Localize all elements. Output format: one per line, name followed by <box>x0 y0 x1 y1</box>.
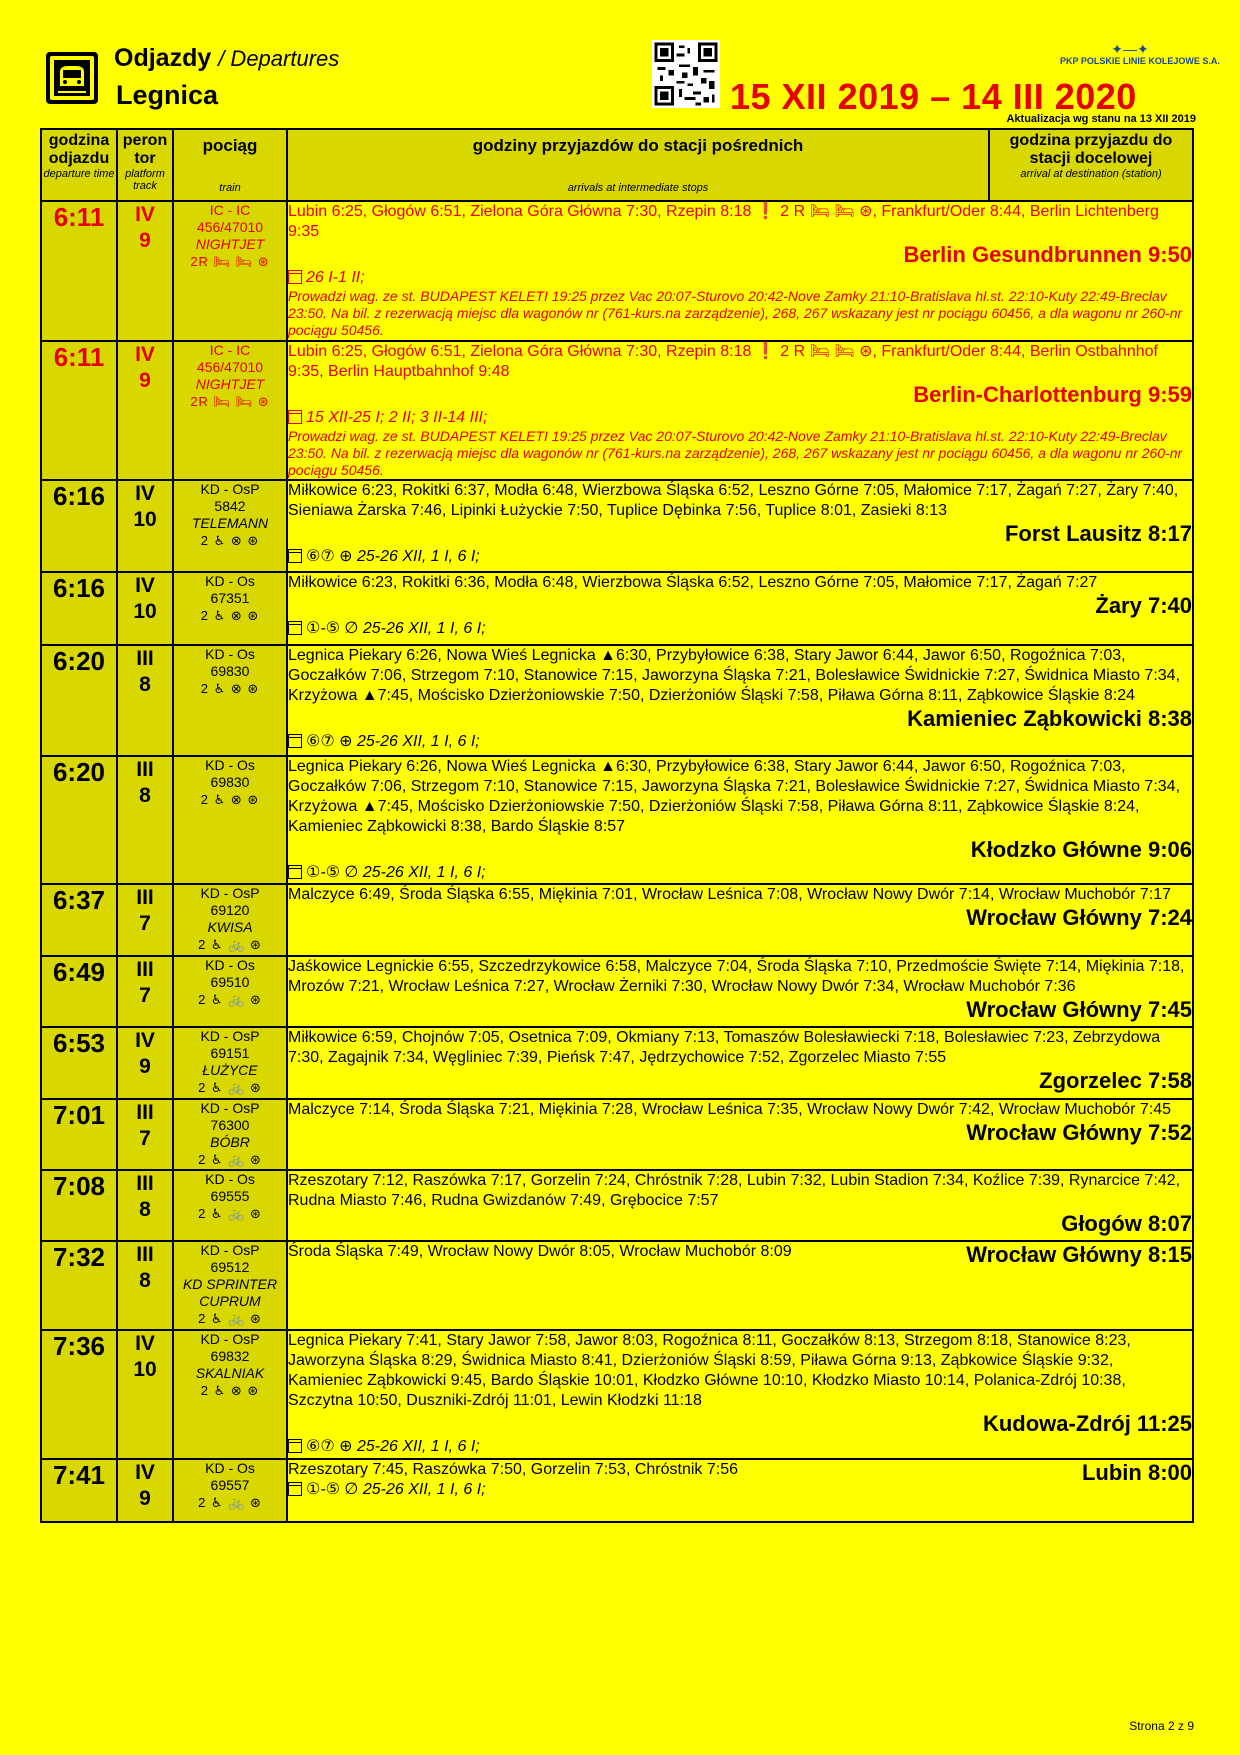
destination-arrival: Zgorzelec 7:58 <box>1039 1068 1192 1093</box>
departure-row[interactable] <box>41 1027 1193 1099</box>
train-features-icons: 2 ♿ 🚲 ⊛ <box>198 1152 262 1167</box>
platform: III <box>136 1172 154 1195</box>
calendar-note: ⑥⑦ ⊕ 25-26 XII, 1 I, 6 I; <box>288 732 1192 752</box>
train-carrier: KD - Os <box>205 646 255 662</box>
train-number: 69557 <box>210 1477 250 1493</box>
destination-arrival: Kudowa-Zdrój 11:25 <box>982 1411 1192 1436</box>
pkp-plk-logo: ✦―✦ PKP POLSKIE LINIE KOLEJOWE S.A. <box>1060 41 1220 66</box>
track: 7 <box>139 1127 151 1150</box>
platform-track <box>117 1027 173 1099</box>
departure-row[interactable] <box>41 1330 1193 1459</box>
departure-time: 7:08 <box>41 1170 117 1241</box>
departure-time: 6:20 <box>41 645 117 756</box>
calendar-note: ⑥⑦ ⊕ 25-26 XII, 1 I, 6 I; <box>288 1437 1192 1457</box>
track: 8 <box>139 1198 151 1221</box>
train-number: 456/47010 <box>196 359 264 375</box>
track: 10 <box>133 1358 157 1381</box>
platform: III <box>136 958 154 981</box>
train-info <box>173 1241 287 1330</box>
calendar-icon <box>288 865 302 879</box>
calendar-note: ⑥⑦ ⊕ 25-26 XII, 1 I, 6 I; <box>288 547 1192 567</box>
intermediate-stops: Miłkowice 6:23, Rokitki 6:36, Modła 6:48, Wierzbowa Śląska 6:52, Leszno Górne 7:05, Małomice 7:17, Żagań 7:27 <box>288 574 1098 591</box>
platform: III <box>136 758 154 781</box>
train-features-icons: 2 ♿ ⊗ ⊛ <box>200 792 260 807</box>
track: 10 <box>133 508 157 531</box>
train-name: KWISA <box>207 919 253 935</box>
train-number: 69151 <box>210 1045 250 1061</box>
train-carrier: KD - Os <box>205 1460 255 1476</box>
stops-cell <box>287 1241 1193 1330</box>
train-features-icons: 2 ♿ 🚲 ⊛ <box>198 937 262 952</box>
train-carrier: KD - Os <box>205 757 255 773</box>
train-name: KD SPRINTER CUPRUM <box>182 1276 278 1309</box>
departure-time: 7:32 <box>41 1241 117 1330</box>
intermediate-stops: Rzeszotary 7:12, Raszówka 7:17, Gorzelin 7:24, Chróstnik 7:28, Lubin 7:32, Lubin Stadion 7:34, Koźlice 7:39, Rynarcice 7:42, Rudna Miasto 7:46, Rudna Gwizdanów 7:49, Grębocice 7:57 <box>288 1172 1181 1209</box>
calendar-icon <box>288 1439 302 1453</box>
train-features-icons: 2 ♿ 🚲 ⊛ <box>198 1206 262 1221</box>
stops-cell <box>287 1170 1193 1241</box>
departure-row[interactable] <box>41 1170 1193 1241</box>
track: 10 <box>133 600 157 623</box>
train-number: 5842 <box>214 498 246 514</box>
train-number: 69510 <box>210 974 250 990</box>
departure-time: 6:16 <box>41 480 117 572</box>
departure-row[interactable] <box>41 956 1193 1027</box>
platform-track <box>117 201 173 341</box>
validity-period: 15 XII 2019 – 14 III 2020 <box>730 76 1137 117</box>
platform-track <box>117 956 173 1027</box>
platform: IV <box>135 482 155 505</box>
train-info <box>173 572 287 645</box>
intermediate-stops: Jaśkowice Legnickie 6:55, Szczedrzykowice 6:58, Malczyce 7:04, Środa Śląska 7:10, Przedmoście Święte 7:14, Miękinia 7:18, Mrozów 7:21, Wrocław Leśnica 7:27, Wrocław Żerniki 7:30, Wrocław Nowy Dwór 7:34, Wrocław Muchobór 7:36 <box>288 958 1185 995</box>
calendar-icon <box>288 410 302 424</box>
calendar-icon <box>288 1482 302 1496</box>
intermediate-stops: Rzeszotary 7:45, Raszówka 7:50, Gorzelin 7:53, Chróstnik 7:56 <box>288 1461 738 1478</box>
platform: III <box>136 1243 154 1266</box>
departure-row[interactable] <box>41 1241 1193 1330</box>
platform: IV <box>135 1029 155 1052</box>
calendar-note: ①-⑤ ∅ 25-26 XII, 1 I, 6 I; <box>288 863 1192 883</box>
train-features-icons: 2 ♿ ⊗ ⊛ <box>200 608 260 623</box>
platform-track <box>117 645 173 756</box>
departure-row[interactable] <box>41 572 1193 645</box>
train-info <box>173 884 287 956</box>
train-info <box>173 1330 287 1459</box>
departure-time: 6:49 <box>41 956 117 1027</box>
stops-cell <box>287 201 1193 341</box>
platform: III <box>136 1101 154 1124</box>
update-note: Aktualizacja wg stanu na 13 XII 2019 <box>1006 113 1196 125</box>
departure-time: 6:16 <box>41 572 117 645</box>
platform-track <box>117 884 173 956</box>
stops-cell <box>287 1027 1193 1099</box>
page-header <box>40 40 1220 128</box>
departure-time: 6:11 <box>41 341 117 480</box>
platform: III <box>136 886 154 909</box>
calendar-icon <box>288 270 302 284</box>
train-info <box>173 1459 287 1522</box>
platform-track <box>117 341 173 480</box>
col-platform-track: peron tor platform track <box>117 129 173 201</box>
intermediate-stops: Miłkowice 6:23, Rokitki 6:37, Modła 6:48, Wierzbowa Śląska 6:52, Leszno Górne 7:05, Małomice 7:17, Żagań 7:27, Żary 7:40, Sieniawa Żarska 7:46, Lipinki Łużyckie 7:50, Tuplice Dębinka 7:56, Tuplice 8:01, Zasieki 8:13 <box>288 482 1179 519</box>
train-number: 69512 <box>210 1259 250 1275</box>
intermediate-stops: Malczyce 6:49, Środa Śląska 6:55, Miękinia 7:01, Wrocław Leśnica 7:08, Wrocław Nowy Dwór 7:14, Wrocław Muchobór 7:17 <box>288 886 1172 903</box>
departure-time: 7:41 <box>41 1459 117 1522</box>
train-features-icons: 2 ♿ 🚲 ⊛ <box>198 1080 262 1095</box>
departure-row[interactable] <box>41 1459 1193 1522</box>
train-name: TELEMANN <box>191 515 269 531</box>
intermediate-stops: Legnica Piekary 6:26, Nowa Wieś Legnicka ▲6:30, Przybyłowice 6:38, Stary Jawor 6:44, Jawor 6:50, Rogoźnica 7:03, Goczałków 7:06, Strzegom 7:10, Stanowice 7:15, Jaworzyna Śląska 7:21, Bolesławice Świdnickie 7:27, Świdnica Miasto 7:34, Krzyżowa ▲7:45, Mościsko Dzierżoniowskie 7:50, Dzierżoniów Śląski 7:58, Piława Górna 8:11, Ząbkowice Śląskie 8:24 <box>288 647 1181 704</box>
stops-cell <box>287 756 1193 884</box>
train-features-icons: 2R 🛏 🛏 ⊛ <box>190 254 270 269</box>
destination-arrival: Berlin-Charlottenburg 9:59 <box>913 382 1192 407</box>
col-destination-arrival: godzina przyjazdu do stacji docelowej arrival at destination (station) <box>989 129 1193 201</box>
stops-cell <box>287 1330 1193 1459</box>
platform-track <box>117 572 173 645</box>
stops-cell <box>287 572 1193 645</box>
train-carrier: IC - IC <box>209 342 251 358</box>
calendar-note: 26 I-1 II; <box>288 268 1192 288</box>
calendar-note: ①-⑤ ∅ 25-26 XII, 1 I, 6 I; <box>288 1480 1192 1500</box>
train-number: 69830 <box>210 774 250 790</box>
track: 9 <box>139 229 151 252</box>
track: 9 <box>139 369 151 392</box>
train-name: ŁUŻYCE <box>202 1062 258 1078</box>
platform: IV <box>135 1461 155 1484</box>
destination-arrival: Głogów 8:07 <box>1061 1211 1192 1236</box>
calendar-icon <box>288 621 302 635</box>
train-icon <box>46 52 98 104</box>
intermediate-stops: Lubin 6:25, Głogów 6:51, Zielona Góra Główna 7:30, Rzepin 8:18 ❗ 2 R 🛏 🛏 ⊛, Frankfurt/Oder 8:44, Berlin Lichtenberg 9:35 <box>288 203 1159 240</box>
platform: IV <box>135 574 155 597</box>
platform: IV <box>135 1332 155 1355</box>
train-carrier: KD - OsP <box>200 1242 260 1258</box>
departure-time: 6:53 <box>41 1027 117 1099</box>
train-number: 69832 <box>210 1348 250 1364</box>
page-number: Strona 2 z 9 <box>1129 1719 1194 1733</box>
stops-cell <box>287 645 1193 756</box>
destination-arrival: Kłodzko Główne 9:06 <box>970 837 1192 862</box>
destination-arrival: Wrocław Główny 7:45 <box>966 997 1192 1022</box>
platform: IV <box>135 343 155 366</box>
destination-arrival: Forst Lausitz 8:17 <box>1004 521 1192 546</box>
train-name: NIGHTJET <box>195 236 265 252</box>
train-number: 67351 <box>210 590 250 606</box>
intermediate-stops: Miłkowice 6:59, Chojnów 7:05, Osetnica 7:09, Okmiany 7:13, Tomaszów Bolesławiecki 7:18, Bolesławiec 7:23, Zebrzydowa 7:30, Zagajnik 7:34, Węgliniec 7:39, Pieńsk 7:47, Jędrzychowice 7:52, Zgorzelec Miasto 7:55 <box>288 1029 1161 1066</box>
platform-track <box>117 1459 173 1522</box>
train-info <box>173 1099 287 1170</box>
platform-track <box>117 1170 173 1241</box>
table-header-row <box>41 129 1193 201</box>
platform-track <box>117 1330 173 1459</box>
train-number: 76300 <box>210 1117 250 1133</box>
departures-table <box>40 128 1194 1523</box>
train-info <box>173 756 287 884</box>
train-features-icons: 2 ♿ 🚲 ⊛ <box>198 1311 262 1326</box>
train-info <box>173 201 287 341</box>
platform: III <box>136 647 154 670</box>
train-remark: Prowadzi wag. ze st. BUDAPEST KELETI 19:25 przez Vac 20:07-Sturovo 20:42-Nove Zamky 21:10-Bratislava hl.st. 22:10-Kuty 22:49-Breclav 23:50. Na bil. z rezerwacją miejsc dla wagonów nr (761-kurs.na zarządzenie), 268, 267 wskazany jest nr pociągu 60456, a dla wagonu nr 260-nr pociągu 50456. <box>288 288 1183 338</box>
train-features-icons: 2R 🛏 🛏 ⊛ <box>190 394 270 409</box>
stops-cell <box>287 480 1193 572</box>
train-name: NIGHTJET <box>195 376 265 392</box>
departures-body <box>41 201 1193 1522</box>
platform-track <box>117 1241 173 1330</box>
calendar-icon <box>288 549 302 563</box>
departure-row[interactable] <box>41 480 1193 572</box>
stops-cell <box>287 1459 1193 1522</box>
destination-arrival: Żary 7:40 <box>1095 593 1192 618</box>
platform-track <box>117 480 173 572</box>
train-info <box>173 480 287 572</box>
col-train: pociąg train <box>173 129 287 201</box>
train-features-icons: 2 ♿ ⊗ ⊛ <box>200 1383 260 1398</box>
train-number: 69120 <box>210 902 250 918</box>
departure-time: 6:11 <box>41 201 117 341</box>
train-number: 69830 <box>210 663 250 679</box>
page-title: Odjazdy / Departures <box>114 44 340 72</box>
train-remark: Prowadzi wag. ze st. BUDAPEST KELETI 19:25 przez Vac 20:07-Sturovo 20:42-Nove Zamky 21:10-Bratislava hl.st. 22:10-Kuty 22:49-Breclav 23:50. Na bil. z rezerwacją miejsc dla wagonów nr (761-kurs.na zarządzenie), 268, 267 wskazany jest nr pociągu 60456, a dla wagonu nr 260-nr pociągu 50456. <box>288 428 1183 478</box>
track: 9 <box>139 1487 151 1510</box>
intermediate-stops: Malczyce 7:14, Środa Śląska 7:21, Miękinia 7:28, Wrocław Leśnica 7:35, Wrocław Nowy Dwór 7:42, Wrocław Muchobór 7:45 <box>288 1101 1172 1118</box>
train-carrier: KD - OsP <box>200 885 260 901</box>
departure-row[interactable] <box>41 1099 1193 1170</box>
departure-time: 6:20 <box>41 756 117 884</box>
train-number: 69555 <box>210 1188 250 1204</box>
train-info <box>173 1170 287 1241</box>
train-features-icons: 2 ♿ 🚲 ⊛ <box>198 1495 262 1510</box>
train-info <box>173 1027 287 1099</box>
departure-time: 7:01 <box>41 1099 117 1170</box>
platform-track <box>117 1099 173 1170</box>
train-info <box>173 645 287 756</box>
intermediate-stops: Legnica Piekary 6:26, Nowa Wieś Legnicka ▲6:30, Przybyłowice 6:38, Stary Jawor 6:44, Jawor 6:50, Rogoźnica 7:03, Goczałków 7:06, Strzegom 7:10, Stanowice 7:15, Jaworzyna Śląska 7:21, Bolesławice Świdnickie 7:27, Świdnica Miasto 7:34, Krzyżowa ▲7:45, Mościsko Dzierżoniowskie 7:50, Dzierżoniów Śląski 7:58, Piława Górna 8:11, Ząbkowice Śląskie 8:24, Kamieniec Ząbkowicki 8:38, Bardo Śląskie 8:57 <box>288 758 1181 835</box>
intermediate-stops: Środa Śląska 7:49, Wrocław Nowy Dwór 8:05, Wrocław Muchobór 8:09 <box>288 1243 792 1260</box>
train-carrier: IC - IC <box>209 202 251 218</box>
calendar-note: ①-⑤ ∅ 25-26 XII, 1 I, 6 I; <box>288 619 1192 639</box>
calendar-icon <box>288 734 302 748</box>
stops-cell <box>287 341 1193 480</box>
intermediate-stops: Legnica Piekary 7:41, Stary Jawor 7:58, Jawor 8:03, Rogoźnica 8:11, Goczałków 8:13, Strzegom 8:18, Stanowice 8:23, Jaworzyna Śląska 8:29, Świdnica Miasto 8:41, Dzierżoniów Śląski 8:59, Piława Górna 9:13, Ząbkowice Śląskie 9:32, Kamieniec Ząbkowicki 9:45, Bardo Śląskie 10:01, Kłodzko Główne 10:10, Kłodzko Miasto 10:14, Polanica-Zdrój 10:38, Szczytna 10:50, Duszniki-Zdrój 11:01, Lewin Kłodzki 11:18 <box>288 1332 1131 1409</box>
track: 8 <box>139 784 151 807</box>
destination-arrival: Berlin Gesundbrunnen 9:50 <box>903 242 1192 267</box>
train-number: 456/47010 <box>196 219 264 235</box>
train-features-icons: 2 ♿ ⊗ ⊛ <box>200 533 260 548</box>
destination-arrival: Wrocław Główny 7:24 <box>966 905 1192 930</box>
destination-arrival: Kamieniec Ząbkowicki 8:38 <box>907 706 1192 731</box>
platform: IV <box>135 203 155 226</box>
col-departure-time: godzina odjazdu departure time <box>41 129 117 201</box>
destination-arrival: Wrocław Główny 8:15 <box>966 1242 1192 1267</box>
track: 7 <box>139 984 151 1007</box>
destination-arrival: Lubin 8:00 <box>1081 1460 1192 1485</box>
train-features-icons: 2 ♿ 🚲 ⊛ <box>198 992 262 1007</box>
station-name: Legnica <box>116 80 219 110</box>
stops-cell <box>287 956 1193 1027</box>
train-features-icons: 2 ♿ ⊗ ⊛ <box>200 681 260 696</box>
calendar-note: 15 XII-25 I; 2 II; 3 II-14 III; <box>288 408 1192 428</box>
intermediate-stops: Lubin 6:25, Głogów 6:51, Zielona Góra Główna 7:30, Rzepin 8:18 ❗ 2 R 🛏 🛏 ⊛, Frankfurt/Oder 8:44, Berlin Ostbahnhof 9:35, Berlin Hauptbahnhof 9:48 <box>288 343 1158 380</box>
col-intermediate-stops: godziny przyjazdów do stacji pośrednich arrivals at intermediate stops <box>287 129 989 201</box>
train-carrier: KD - Os <box>205 573 255 589</box>
train-carrier: KD - OsP <box>200 1331 260 1347</box>
train-name: SKALNIAK <box>195 1365 265 1381</box>
stops-cell <box>287 1099 1193 1170</box>
track: 8 <box>139 1269 151 1292</box>
train-carrier: KD - Os <box>205 1171 255 1187</box>
departure-row[interactable] <box>41 201 1193 341</box>
train-carrier: KD - Os <box>205 957 255 973</box>
destination-arrival: Wrocław Główny 7:52 <box>966 1120 1192 1145</box>
departure-time: 6:37 <box>41 884 117 956</box>
departure-row[interactable] <box>41 645 1193 756</box>
train-carrier: KD - OsP <box>200 1100 260 1116</box>
departure-row[interactable] <box>41 341 1193 480</box>
platform-track <box>117 756 173 884</box>
train-carrier: KD - OsP <box>200 481 260 497</box>
track: 8 <box>139 673 151 696</box>
qr-code-icon[interactable] <box>652 40 720 108</box>
track: 7 <box>139 912 151 935</box>
train-name: BÓBR <box>210 1134 250 1150</box>
train-info <box>173 956 287 1027</box>
departure-row[interactable] <box>41 756 1193 884</box>
departure-row[interactable] <box>41 884 1193 956</box>
train-info <box>173 341 287 480</box>
departure-time: 7:36 <box>41 1330 117 1459</box>
track: 9 <box>139 1055 151 1078</box>
stops-cell <box>287 884 1193 956</box>
train-carrier: KD - OsP <box>200 1028 260 1044</box>
